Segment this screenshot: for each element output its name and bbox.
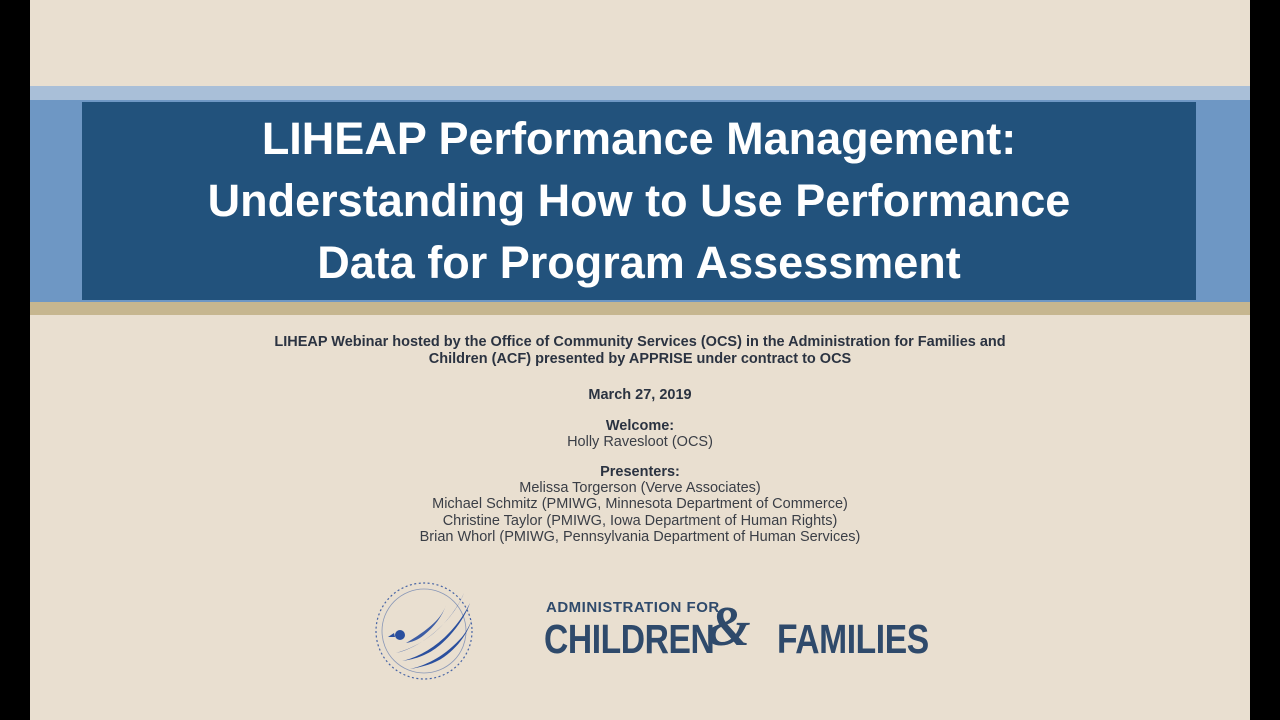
hosted-line: LIHEAP Webinar hosted by the Office of Community Services (OCS) in the Administration for Families and bbox=[274, 334, 1006, 350]
presenters-label: Presenters: bbox=[600, 463, 680, 480]
slide-title bbox=[89, 108, 1189, 294]
acf-logo-small-text: ADMINISTRATION FOR bbox=[546, 599, 720, 616]
header-band-tan bbox=[30, 302, 1250, 315]
title-box bbox=[82, 102, 1196, 300]
slide-content bbox=[30, 334, 1250, 546]
hhs-seal-icon bbox=[366, 575, 486, 687]
hosted-by-text bbox=[30, 334, 1250, 368]
welcome-block bbox=[30, 418, 1250, 451]
presenters-block bbox=[30, 464, 1250, 546]
title-line: Data for Program Assessment bbox=[317, 237, 961, 288]
acf-logo-children: CHILDREN bbox=[544, 616, 715, 662]
slide bbox=[30, 0, 1250, 720]
acf-logo-families: FAMILIES bbox=[777, 616, 929, 662]
presenter: Christine Taylor (PMIWG, Iowa Department of Human Rights) bbox=[442, 512, 838, 529]
welcome-person: Holly Ravesloot (OCS) bbox=[567, 434, 713, 450]
title-line: LIHEAP Performance Management: bbox=[261, 113, 1017, 164]
presenter: Brian Whorl (PMIWG, Pennsylvania Department of Human Services) bbox=[419, 529, 861, 545]
presenter: Michael Schmitz (PMIWG, Minnesota Department of Commerce) bbox=[432, 496, 848, 512]
hosted-line: Children (ACF) presented by APPRISE under contract to OCS bbox=[428, 351, 852, 367]
acf-logo-ampersand: & bbox=[707, 596, 751, 658]
header-band-light bbox=[30, 86, 1250, 100]
welcome-label: Welcome: bbox=[605, 418, 675, 434]
title-line: Understanding How to Use Performance bbox=[207, 175, 1071, 226]
acf-logo bbox=[544, 597, 934, 667]
webinar-date: March 27, 2019 bbox=[588, 387, 692, 403]
presenter: Melissa Torgerson (Verve Associates) bbox=[519, 479, 761, 496]
